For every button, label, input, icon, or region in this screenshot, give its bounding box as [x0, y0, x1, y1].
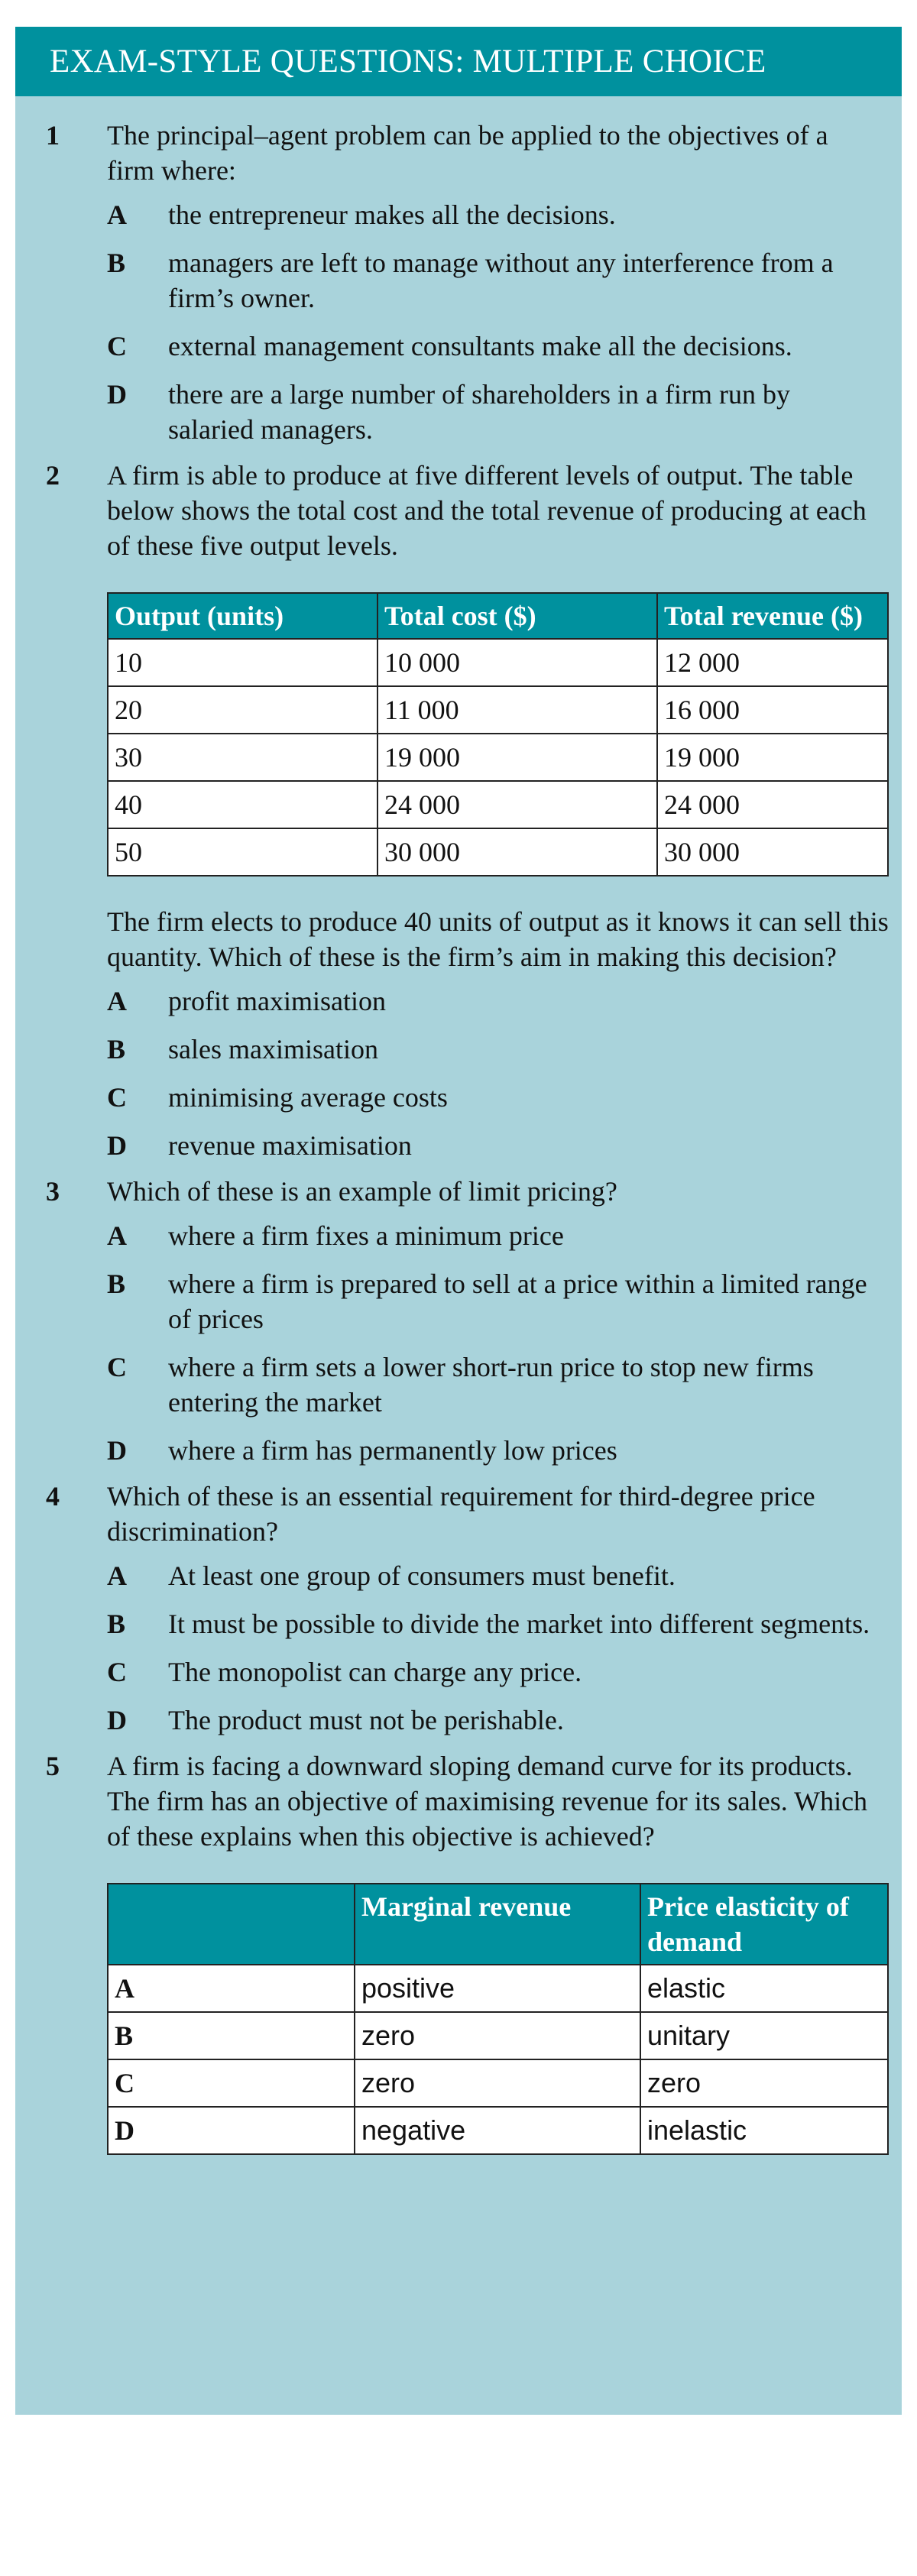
option-text: It must be possible to divide the market into different segments. [168, 1609, 870, 1639]
column-header: Total cost ($) [377, 593, 657, 639]
table-cell: unitary [640, 2012, 888, 2059]
column-header: Marginal revenue [355, 1884, 640, 1965]
option-text: external management consultants make all the decisions. [168, 331, 792, 361]
revenue-elasticity-table [107, 1883, 889, 2155]
table-row [108, 828, 888, 876]
option-b: B sales maximisation [107, 1032, 889, 1067]
table-cell: 30 000 [377, 828, 657, 876]
table-row [108, 1965, 888, 2012]
table-cell: 12 000 [657, 639, 888, 686]
table-cell: 50 [108, 828, 377, 876]
answer-options [107, 197, 875, 447]
option-text: where a firm is prepared to sell at a price within a limited range of prices [168, 1269, 867, 1334]
question-text: The principal–agent problem can be applied to the objectives of a firm where: [107, 120, 828, 186]
table-cell: 10 000 [377, 639, 657, 686]
table-row [108, 2059, 888, 2107]
option-b: B where a firm is prepared to sell at a price within a limited range of prices [107, 1266, 875, 1337]
option-text: profit maximisation [168, 986, 386, 1016]
column-header [108, 1884, 355, 1965]
table-cell: 10 [108, 639, 377, 686]
table-header-row [108, 593, 888, 639]
option-a: A At least one group of consumers must benefit. [107, 1558, 875, 1593]
answer-options [107, 1558, 875, 1738]
column-header: Output (units) [108, 593, 377, 639]
option-c: C where a firm sets a lower short-run price to stop new firms entering the market [107, 1350, 875, 1420]
cost-revenue-table [107, 592, 889, 876]
option-b: B managers are left to manage without any interference from a firm’s owner. [107, 245, 875, 316]
option-text: sales maximisation [168, 1034, 378, 1064]
table-cell: 24 000 [377, 781, 657, 828]
option-text: where a firm sets a lower short-run price to stop new firms entering the market [168, 1352, 814, 1418]
question-text: A firm is facing a downward sloping demand curve for its products. The firm has an objective of maximising revenue for its sales. Which of these explains when this objective is achieved? [107, 1751, 868, 1852]
option-d: D where a firm has permanently low prices [107, 1433, 875, 1468]
option-b: B It must be possible to divide the market into different segments. [107, 1606, 875, 1641]
option-d: D The product must not be perishable. [107, 1703, 875, 1738]
exam-questions-panel [15, 27, 902, 2415]
table-cell: zero [355, 2012, 640, 2059]
table-header-row [108, 1884, 888, 1965]
option-text: where a firm fixes a minimum price [168, 1220, 564, 1251]
table-cell: elastic [640, 1965, 888, 2012]
option-text: there are a large number of shareholders in a firm run by salaried managers. [168, 379, 791, 445]
question-number: 2 [46, 460, 60, 491]
table-cell: zero [355, 2059, 640, 2107]
table-cell: 24 000 [657, 781, 888, 828]
table-cell: D [108, 2107, 355, 2154]
question-text: A firm is able to produce at five different levels of output. The table below shows the total cost and the total revenue of producing at each of these five output levels. [107, 460, 867, 561]
option-text: managers are left to manage without any interference from a firm’s owner. [168, 248, 834, 313]
table-cell: C [108, 2059, 355, 2107]
table-cell: zero [640, 2059, 888, 2107]
section-header [15, 27, 902, 96]
question-2 [46, 458, 889, 1163]
option-a: A the entrepreneur makes all the decisions. [107, 197, 875, 232]
question-text-continued: The firm elects to produce 40 units of output as it knows it can sell this quantity. Which of these is the firm’s aim in making this decision? [107, 906, 889, 972]
option-text: The product must not be perishable. [168, 1705, 564, 1735]
table-cell: 19 000 [377, 734, 657, 781]
question-1 [46, 118, 875, 447]
question-5 [46, 1748, 875, 2182]
option-a: A where a firm fixes a minimum price [107, 1218, 875, 1253]
table-cell: negative [355, 2107, 640, 2154]
table-cell: A [108, 1965, 355, 2012]
table-cell: 30 000 [657, 828, 888, 876]
table-row [108, 686, 888, 734]
section-title: EXAM-STYLE QUESTIONS: MULTIPLE CHOICE [50, 44, 766, 79]
column-header: Price elasticity of demand [640, 1884, 888, 1965]
option-a: A profit maximisation [107, 983, 889, 1019]
question-3 [46, 1174, 875, 1468]
table-row [108, 734, 888, 781]
option-d: D there are a large number of shareholders in a firm run by salaried managers. [107, 377, 875, 447]
answer-options [107, 1218, 875, 1468]
table-cell: 40 [108, 781, 377, 828]
table-cell: 20 [108, 686, 377, 734]
option-c: C The monopolist can charge any price. [107, 1654, 875, 1690]
option-text: where a firm has permanently low prices [168, 1435, 617, 1466]
option-c: C external management consultants make all the decisions. [107, 329, 875, 364]
table-cell: B [108, 2012, 355, 2059]
questions-list [15, 96, 902, 2182]
option-text: At least one group of consumers must benefit. [168, 1560, 676, 1591]
table-row [108, 639, 888, 686]
answer-options [107, 983, 889, 1163]
question-number: 3 [46, 1176, 60, 1207]
table-row [108, 2107, 888, 2154]
table-cell: 16 000 [657, 686, 888, 734]
question-number: 1 [46, 120, 60, 151]
option-text: The monopolist can charge any price. [168, 1657, 582, 1687]
option-text: the entrepreneur makes all the decisions. [168, 199, 616, 230]
column-header: Total revenue ($) [657, 593, 888, 639]
option-text: minimising average costs [168, 1082, 448, 1113]
option-text: revenue maximisation [168, 1130, 412, 1161]
table-row [108, 781, 888, 828]
question-4 [46, 1479, 875, 1738]
table-cell: 19 000 [657, 734, 888, 781]
table-cell: 30 [108, 734, 377, 781]
table-row [108, 2012, 888, 2059]
table-cell: positive [355, 1965, 640, 2012]
question-number: 5 [46, 1751, 60, 1781]
option-c: C minimising average costs [107, 1080, 889, 1115]
question-text: Which of these is an example of limit pricing? [107, 1176, 617, 1207]
table-cell: 11 000 [377, 686, 657, 734]
question-text: Which of these is an essential requirement for third-degree price discrimination? [107, 1481, 815, 1547]
question-number: 4 [46, 1481, 60, 1512]
option-d: D revenue maximisation [107, 1128, 889, 1163]
table-cell: inelastic [640, 2107, 888, 2154]
